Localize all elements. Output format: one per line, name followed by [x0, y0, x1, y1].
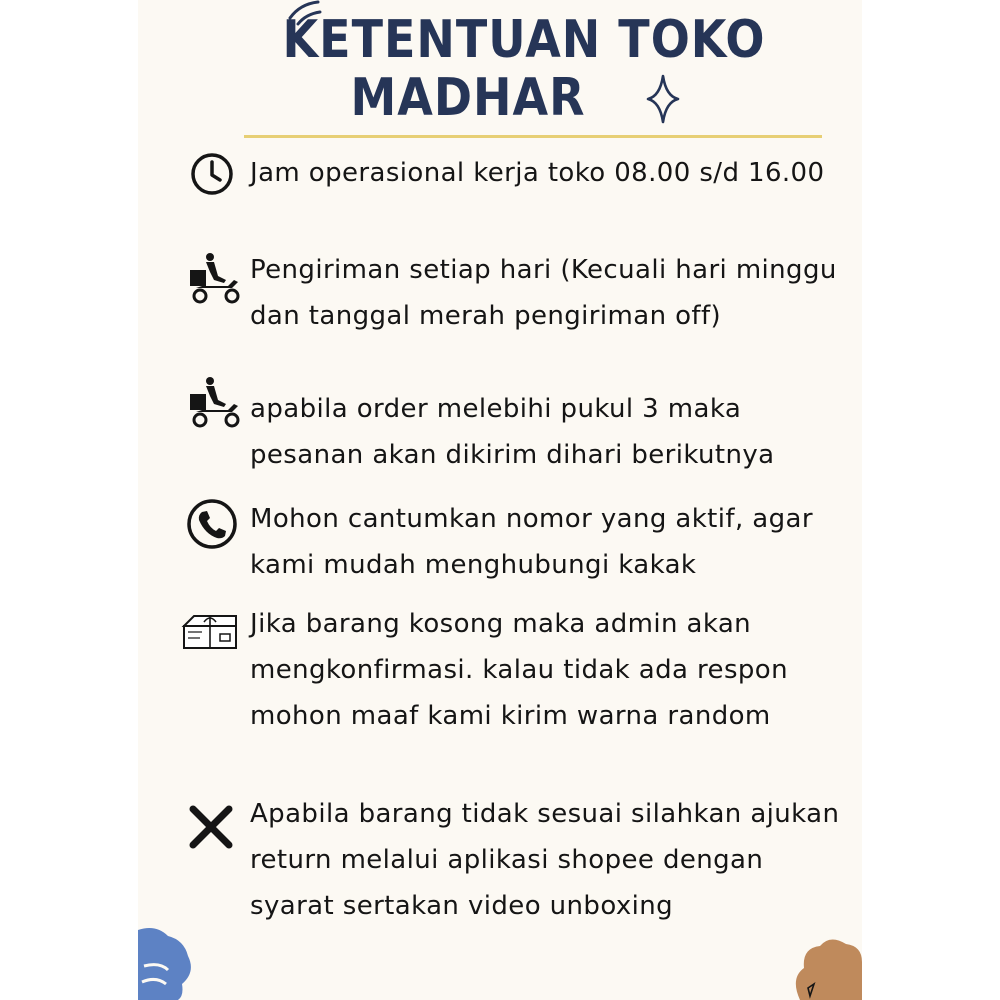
brown-blob-decoration — [790, 938, 862, 1000]
blue-blob-decoration — [138, 926, 198, 1000]
title-line-1: KETENTUAN TOKO — [282, 8, 766, 70]
rule-2-text: Pengiriman setiap hari (Kecuali hari minggu dan tanggal merah pengiriman off) — [250, 255, 837, 331]
delivery-scooter-icon — [188, 252, 244, 306]
title-divider — [244, 135, 822, 138]
title-line-2: MADHAR — [350, 66, 586, 128]
clock-icon — [190, 152, 234, 196]
rule-6-text: Apabila barang tidak sesuai silahkan ajukan return melalui aplikasi shopee dengan syarat sertakan video unboxing — [250, 799, 840, 921]
delivery-scooter-icon — [188, 376, 244, 430]
rule-3-text: apabila order melebihi pukul 3 maka pesanan akan dikirim dihari berikutnya — [250, 394, 775, 470]
poster — [138, 0, 862, 1000]
rule-4-text: Mohon cantumkan nomor yang aktif, agar kami mudah menghubungi kakak — [250, 504, 813, 580]
phone-icon — [186, 498, 238, 550]
rule-1-text: Jam operasional kerja toko 08.00 s/d 16.00 — [250, 158, 825, 188]
rule-5-text: Jika barang kosong maka admin akan mengkonfirmasi. kalau tidak ada respon mohon maaf kami kirim warna random — [250, 609, 788, 731]
sparkle-star-icon — [646, 74, 680, 124]
package-icon — [180, 612, 240, 652]
cross-icon — [188, 804, 234, 850]
